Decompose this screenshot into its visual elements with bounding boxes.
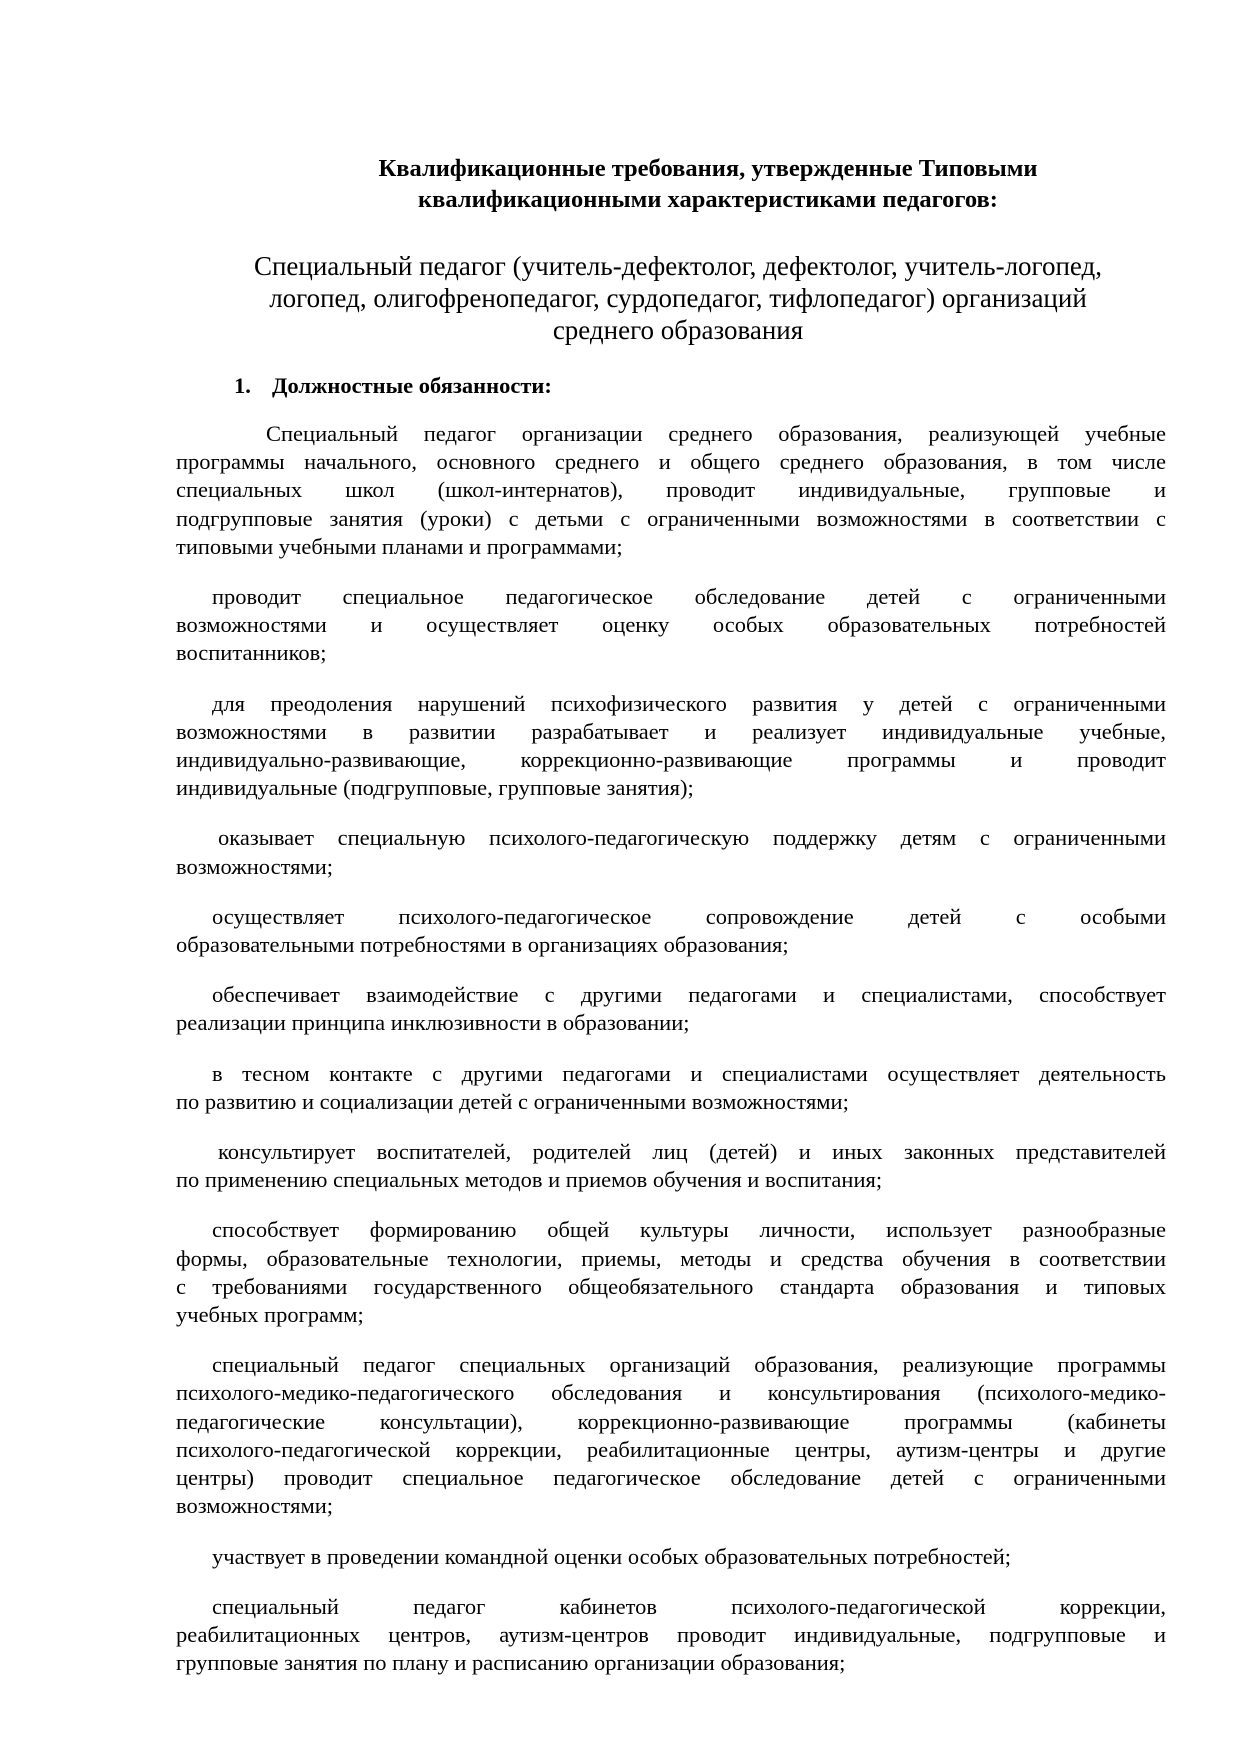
paragraph-line: Специальный педагог организации среднего образования, реализующей учебные [266,421,1166,446]
paragraph-line: консультирует воспитателей, родителей лиц (детей) и иных законных представителей [218,1139,1166,1165]
paragraph-line: центры) проводит специальное педагогическое обследование детей с ограниченными [176,1465,1166,1491]
duties-list [176,420,1166,1699]
position-title-line: логопед, олигофренопедагог, сурдопедагог, тифлопедагог) организаций [269,283,1087,313]
document-heading [176,153,1240,215]
paragraph-line: возможностями; [176,1493,334,1519]
paragraph-line: образовательными потребностями в организациях образования; [176,932,789,958]
paragraph-line: специальный педагог кабинетов психолого-педагогической коррекции, [212,1593,1166,1619]
position-title [176,250,1180,346]
paragraph-line: возможностями и осуществляет оценку особых образовательных потребностей [176,612,1166,638]
paragraph-line: подгрупповые занятия (уроки) с детьми с ограниченными возможностями в соответствии с [176,505,1166,531]
duty-paragraph [176,1216,1166,1329]
paragraph-line: реабилитационных центров, аутизм-центров проводит индивидуальные, подгрупповые и [176,1621,1166,1647]
paragraph-line: проводит специальное педагогическое обследование детей с ограниченными [212,584,1166,610]
duty-paragraph [176,1543,1166,1571]
position-title-line: среднего образования [552,315,804,345]
paragraph-line: индивидуально-развивающие, коррекционно-развивающие программы и проводит [176,747,1166,773]
duty-paragraph [176,583,1166,668]
duty-paragraph [176,1351,1166,1520]
paragraph-line: для преодоления нарушений психофизического развития у детей с ограниченными [212,690,1166,716]
paragraph-line: обеспечивает взаимодействие с другими педагогами и специалистами, способствует [212,982,1166,1008]
paragraph-line: возможностями в развитии разрабатывает и реализует индивидуальные учебные, [176,718,1166,744]
paragraph-line: специальных школ (школ-интернатов), проводит индивидуальные, групповые и [176,477,1166,503]
paragraph-line: в тесном контакте с другими педагогами и специалистами осуществляет деятельность [212,1060,1166,1086]
duty-paragraph [176,981,1166,1037]
paragraph-line: учебных программ; [176,1302,364,1328]
duty-paragraph [176,1138,1166,1194]
duty-paragraph [176,903,1166,959]
paragraph-line: по развитию и социализации детей с ограниченными возможностями; [176,1088,849,1114]
paragraph-line: с требованиями государственного общеобязательного стандарта образования и типовых [176,1273,1166,1299]
paragraph-line: специальный педагог специальных организаций образования, реализующие программы [212,1352,1166,1378]
section-number: 1. [234,373,251,398]
paragraph-line: типовыми учебными планами и программами; [176,533,623,559]
paragraph-line: возможностями; [176,853,334,879]
paragraph-line: психолого-педагогической коррекции, реабилитационные центры, аутизм-центры и другие [176,1436,1166,1462]
paragraph-line: воспитанников; [176,640,327,666]
duty-paragraph [176,690,1166,803]
paragraph-line: психолого-медико-педагогического обследования и консультирования (психолого-медико- [176,1380,1166,1406]
duty-paragraph [176,420,1166,561]
duty-paragraph [176,1060,1166,1116]
paragraph-line: по применению специальных методов и приемов обучения и воспитания; [176,1167,883,1193]
paragraph-line: реализации принципа инклюзивности в образовании; [176,1010,690,1036]
section-heading [234,372,552,400]
position-title-line: Специальный педагог (учитель-дефектолог, дефектолог, учитель-логопед, [253,251,1103,281]
paragraph-line: индивидуальные (подгрупповые, групповые занятия); [176,775,694,801]
paragraph-line: участвует в проведении командной оценки особых образовательных потребностей; [212,1543,1012,1569]
paragraph-line: осуществляет психолого-педагогическое сопровождение детей с особыми [212,903,1166,929]
heading-line: квалификационными характеристиками педагогов: [418,186,998,213]
duty-paragraph [176,824,1166,880]
paragraph-line: программы начального, основного среднего и общего среднего образования, в том числе [176,449,1166,475]
paragraph-line: формы, образовательные технологии, приемы, методы и средства обучения в соответствии [176,1245,1166,1271]
paragraph-line: педагогические консультации), коррекционно-развивающие программы (кабинеты [176,1408,1166,1434]
paragraph-line: способствует формированию общей культуры личности, использует разнообразные [212,1217,1166,1243]
section-title: Должностные обязанности: [272,373,552,398]
heading-line: Квалификационные требования, утвержденные Типовыми [378,155,1038,182]
duty-paragraph [176,1593,1166,1678]
paragraph-line: групповые занятия по плану и расписанию организации образования; [176,1650,846,1676]
paragraph-line: оказывает специальную психолого-педагогическую поддержку детям с ограниченными [218,825,1166,851]
